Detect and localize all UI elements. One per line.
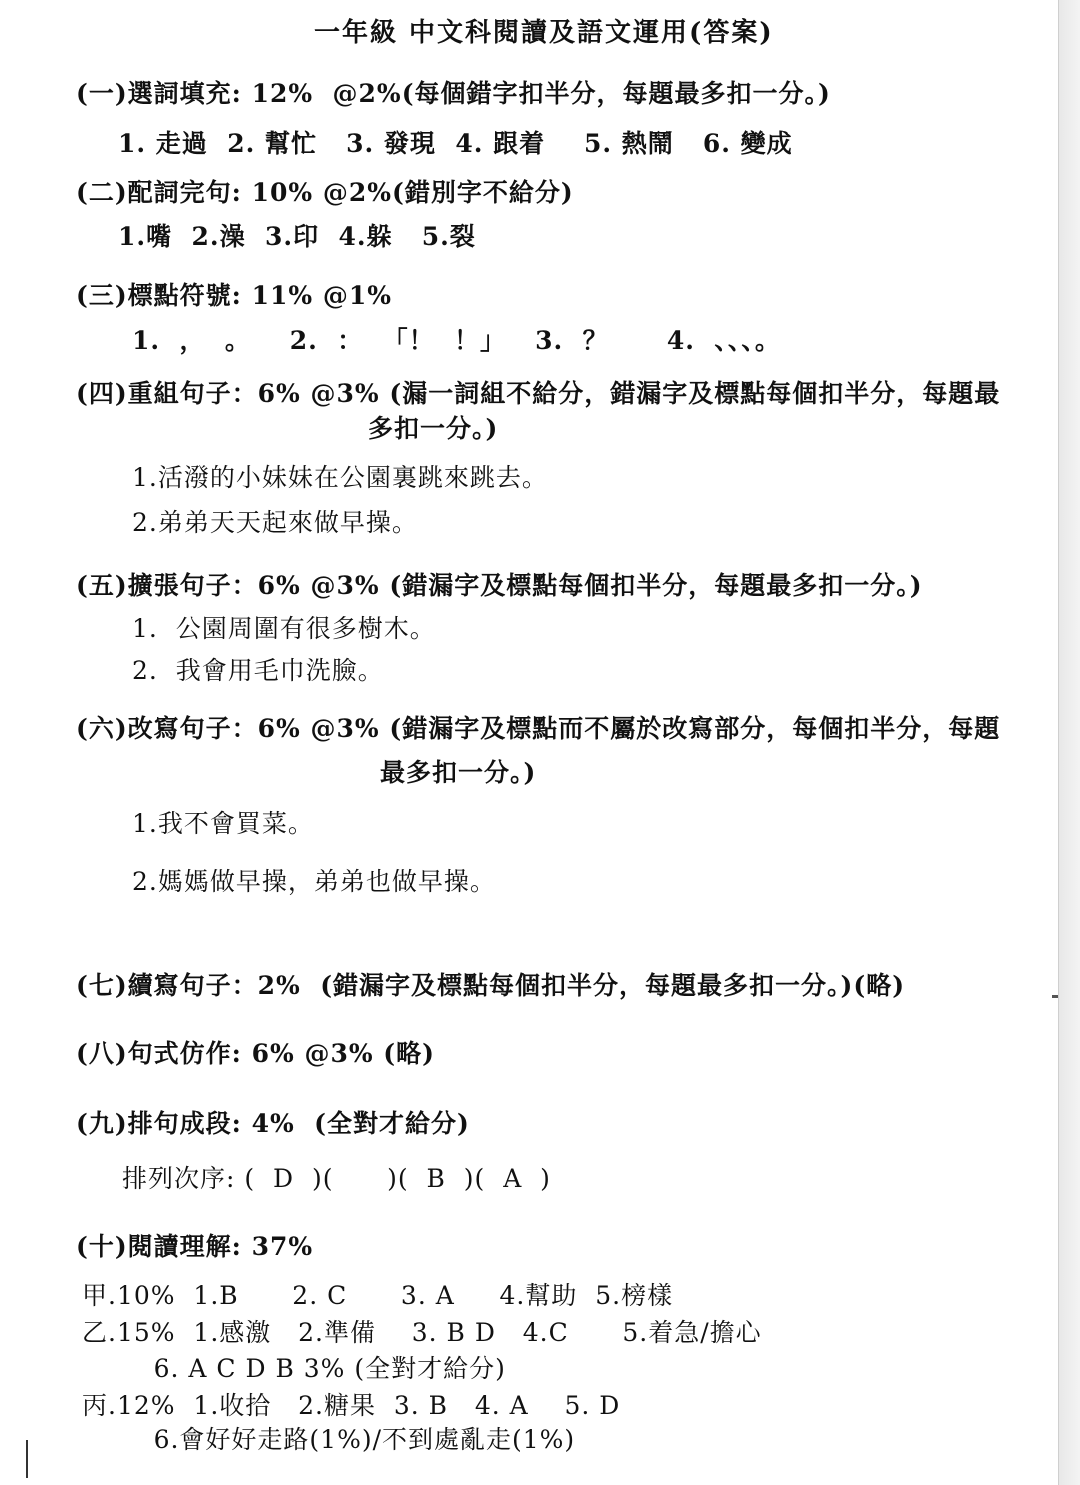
section-4-heading: (四)重組句子：6% @3% (漏一詞組不給分，錯漏字及標點每個扣半分，每題最 — [76, 379, 1001, 408]
section-10-part-c-cont: 6.會好好走路(1%)/不到處亂走(1%) — [82, 1425, 576, 1454]
section-5-answer-2: 2. 我會用毛巾洗臉。 — [132, 656, 384, 685]
section-8-heading: (八)句式仿作: 6% @3% (略) — [76, 1039, 435, 1068]
page-title: 一年級 中文科閱讀及語文運用(答案) — [314, 18, 774, 48]
scan-mark — [26, 1440, 28, 1478]
section-10-part-b: 乙.15% 1.感激 2.準備 3. B D 4.C 5.着急/擔心 — [82, 1318, 762, 1347]
section-10-part-b-cont: 6. A C D B 3% (全對才給分) — [82, 1354, 506, 1383]
section-3-answers: 1. ， 。 2. ： 「！ ！」 3. ？ 4. 、、、。 — [132, 326, 781, 355]
section-5-heading: (五)擴張句子：6% @3% (錯漏字及標點每個扣半分，每題最多扣一分。) — [76, 571, 923, 600]
section-10-heading: (十)閱讀理解: 37% — [76, 1232, 314, 1261]
section-5-answer-1: 1. 公園周圍有很多樹木。 — [132, 614, 436, 643]
section-4-answer-2: 2.弟弟天天起來做早操。 — [132, 508, 418, 537]
section-3-heading: (三)標點符號: 11% @1% — [76, 281, 392, 310]
section-1-answers: 1. 走過 2. 幫忙 3. 發現 4. 跟着 5. 熱鬧 6. 變成 — [118, 129, 793, 158]
scan-edge — [1058, 0, 1080, 1485]
section-10-part-c: 丙.12% 1.收拾 2.糖果 3. B 4. A 5. D — [82, 1391, 621, 1420]
section-6-answer-2: 2.媽媽做早操，弟弟也做早操。 — [132, 867, 496, 896]
section-6-heading-cont: 最多扣一分。) — [380, 758, 537, 787]
section-2-heading: (二)配詞完句: 10% @2%(錯別字不給分) — [76, 178, 574, 207]
section-9-heading: (九)排句成段: 4% (全對才給分) — [76, 1109, 470, 1138]
section-6-heading: (六)改寫句子：6% @3% (錯漏字及標點而不屬於改寫部分，每個扣半分，每題 — [76, 714, 1001, 743]
section-2-answers: 1.嘴 2.澡 3.印 4.躲 5.裂 — [118, 222, 476, 251]
section-7-heading: (七)續寫句子：2% (錯漏字及標點每個扣半分，每題最多扣一分。)(略) — [76, 971, 906, 1000]
section-4-heading-cont: 多扣一分。) — [368, 414, 499, 443]
scan-dot — [1052, 995, 1058, 998]
section-4-answer-1: 1.活潑的小妹妹在公園裏跳來跳去。 — [132, 463, 548, 492]
section-1-heading: (一)選詞填充: 12% @2%(每個錯字扣半分，每題最多扣一分。) — [76, 79, 831, 108]
section-10-part-a: 甲.10% 1.B 2. C 3. A 4.幫助 5.榜樣 — [82, 1281, 674, 1310]
section-6-answer-1: 1.我不會買菜。 — [132, 809, 314, 838]
section-9-answer: 排列次序: ( D )( )( B )( A ) — [122, 1164, 551, 1193]
